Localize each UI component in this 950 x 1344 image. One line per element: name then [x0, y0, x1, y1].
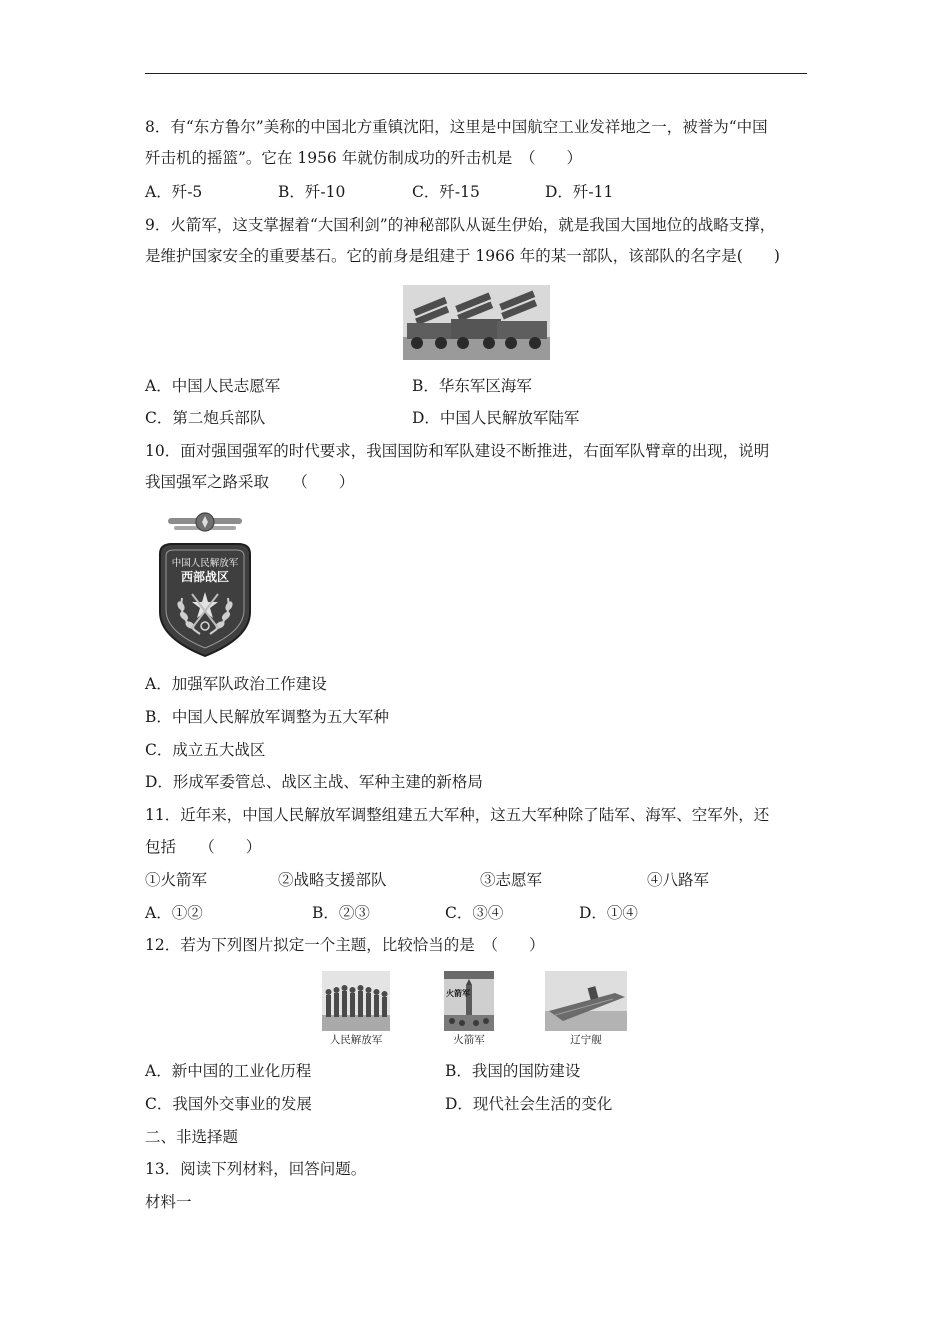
- q10-stem-line2: 我国强军之路采取 （ ）: [145, 473, 355, 491]
- caption-pla: 人民解放军: [329, 1034, 383, 1046]
- q8-stem-line1: 8．有“东方鲁尔”美称的中国北方重镇沈阳，这里是中国航空工业发祥地之一，被誉为“中国: [145, 118, 768, 136]
- q8-stem-line2: 歼击机的摇篮”。它在 1956 年就仿制成功的歼击机是 （ ）: [145, 149, 582, 167]
- q9-option-b: B．华东军区海军: [412, 377, 532, 395]
- poster-title: 火箭军: [446, 989, 470, 998]
- q11-option-d: D．①④: [579, 904, 638, 922]
- header-rule: [145, 73, 807, 74]
- western-theater-armband: [150, 508, 260, 660]
- caption-liaoning: 辽宁舰: [570, 1034, 602, 1046]
- q9-option-d: D．中国人民解放军陆军: [412, 409, 580, 427]
- rocket-launcher-photo: [403, 285, 550, 360]
- q11-option-b: B．②③: [312, 904, 370, 922]
- armband-subtitle: 西部战区: [180, 570, 230, 584]
- liaoning-carrier-photo: [545, 971, 627, 1031]
- q12-option-c: C．我国外交事业的发展: [145, 1095, 312, 1113]
- q11-option-c: C．③④: [445, 904, 504, 922]
- section-heading: 二、非选择题: [145, 1128, 239, 1146]
- q12-option-a: A．新中国的工业化历程: [145, 1062, 312, 1080]
- q10-option-d: D．形成军委管总、战区主战、军种主建的新格局: [145, 773, 483, 791]
- q10-option-a: A．加强军队政治工作建设: [145, 675, 327, 693]
- q12-option-b: B．我国的国防建设: [445, 1062, 581, 1080]
- q12-stem: 12．若为下列图片拟定一个主题，比较恰当的是 （ ）: [145, 936, 545, 954]
- q8-option-c: C．歼-15: [412, 183, 480, 201]
- q11-stem-line2: 包括 （ ）: [145, 838, 262, 856]
- armband-title: 中国人民解放军: [171, 558, 239, 569]
- caption-rocket-force: 火箭军: [453, 1034, 485, 1046]
- rocket-force-poster: [444, 971, 494, 1031]
- q11-item-1: ①火箭军: [145, 871, 208, 889]
- q13-stem: 13．阅读下列材料，回答问题。: [145, 1160, 367, 1178]
- q9-option-a: A．中国人民志愿军: [145, 377, 281, 395]
- pla-soldiers-photo: [322, 971, 390, 1031]
- q11-stem-line1: 11．近年来，中国人民解放军调整组建五大军种，这五大军种除了陆军、海军、空军外，还: [145, 806, 770, 824]
- q11-option-a: A．①②: [145, 904, 203, 922]
- q11-item-2: ②战略支援部队: [278, 871, 387, 889]
- q11-item-3: ③志愿军: [480, 871, 543, 889]
- q9-option-c: C．第二炮兵部队: [145, 409, 266, 427]
- q9-stem-line2: 是维护国家安全的重要基石。它的前身是组建于 1966 年的某一部队，该部队的名字是( ): [145, 247, 780, 265]
- q8-option-b: B．歼-10: [278, 183, 346, 201]
- q10-option-b: B．中国人民解放军调整为五大军种: [145, 708, 389, 726]
- q10-option-c: C．成立五大战区: [145, 741, 266, 759]
- q8-option-a: A．歼-5: [145, 183, 203, 201]
- q13-material-label: 材料一: [145, 1193, 192, 1211]
- q12-option-d: D．现代社会生活的变化: [445, 1095, 613, 1113]
- q10-stem-line1: 10．面对强国强军的时代要求，我国国防和军队建设不断推进，右面军队臂章的出现，说明: [145, 442, 770, 460]
- q9-stem-line1: 9．火箭军，这支掌握着“大国利剑”的神秘部队从诞生伊始，就是我国大国地位的战略支撑，: [145, 216, 776, 234]
- q11-item-4: ④八路军: [647, 871, 710, 889]
- q8-option-d: D．歼-11: [545, 183, 614, 201]
